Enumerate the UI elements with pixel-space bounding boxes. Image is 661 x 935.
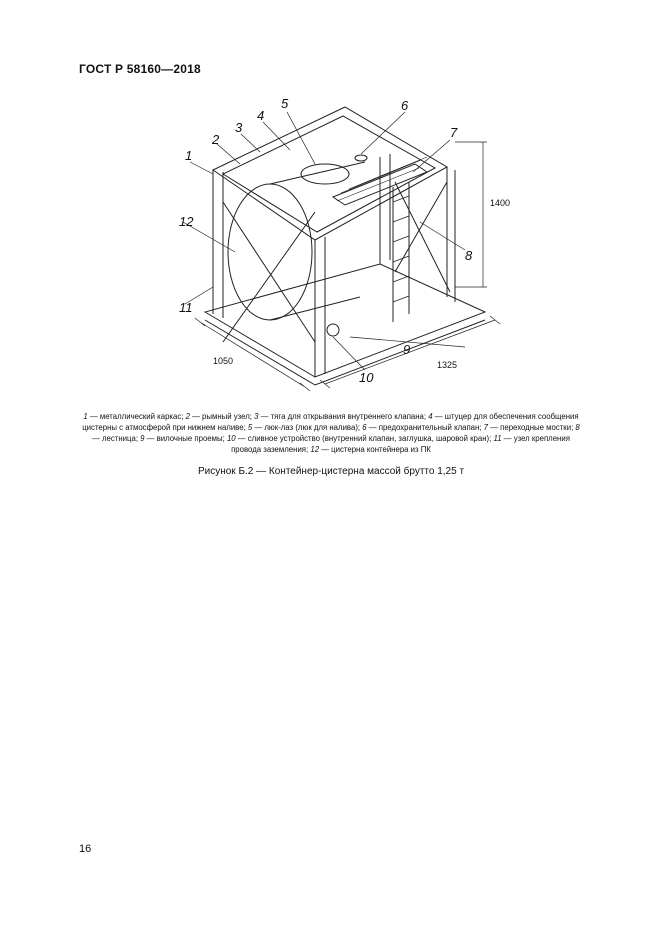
callout-1: 1: [185, 148, 193, 163]
legend-item: 11 — узел крепления провода заземления;: [231, 434, 570, 454]
callout-10: 10: [359, 370, 374, 385]
legend-item: 12 — цистерна контейнера из ПК: [310, 445, 431, 454]
dimension-length: 1325: [437, 360, 458, 370]
callout-11: 11: [179, 300, 193, 315]
callout-2: 2: [212, 132, 220, 147]
legend-item: 3 — тяга для открывания внутреннего клапана;: [254, 412, 429, 421]
callout-8: 8: [465, 248, 473, 263]
safety-valve: [355, 155, 367, 161]
base-frame-lower: [205, 320, 485, 385]
document-header: ГОСТ Р 58160—2018: [79, 62, 201, 76]
figure-legend: [82, 411, 580, 455]
container-tank-drawing: [165, 92, 511, 392]
front-right-post: [380, 154, 390, 264]
figure-title: Рисунок Б.2 — Контейнер-цистерна массой брутто 1,25 т: [197, 466, 465, 477]
side-brace: [223, 202, 315, 342]
dimension-height: 1400: [490, 198, 511, 208]
dimension-width: 1050: [213, 356, 234, 366]
legend-item: 5 — люк-лаз (люк для налива);: [247, 423, 363, 432]
legend-item: 4 — штуцер для обеспечения сообщения цистерны с атмосферой при нижнем наливе;: [82, 412, 579, 432]
callout-6: 6: [401, 98, 409, 113]
top-frame-inner: [223, 116, 435, 232]
page-number: 16: [79, 843, 92, 855]
legend-item: 10 — сливное устройство (внутренний клапан, заглушка, шаровой кран);: [226, 434, 494, 443]
callout-7: 7: [450, 125, 458, 140]
top-frame: [213, 107, 447, 240]
legend-item: 6 — предохранительный клапан;: [362, 423, 484, 432]
tank-end: [228, 184, 312, 320]
callout-3: 3: [235, 120, 243, 135]
tank-body: [270, 162, 365, 320]
callout-9: 9: [403, 342, 411, 357]
legend-item: 8 — лестница;: [92, 423, 580, 443]
legend-item: 2 — рымный узел;: [185, 412, 255, 421]
callout-12: 12: [179, 214, 194, 229]
legend-item: 9 — вилочные проемы;: [140, 434, 227, 443]
drain-device: [327, 324, 339, 336]
legend-item: 7 — переходные мостки;: [483, 423, 576, 432]
technical-drawing: [165, 92, 511, 392]
callout-4: 4: [257, 108, 265, 123]
manhole: [301, 164, 349, 184]
callout-5: 5: [281, 96, 289, 111]
rear-right-post: [447, 167, 455, 302]
legend-item: 1 — металлический каркас;: [83, 412, 186, 421]
